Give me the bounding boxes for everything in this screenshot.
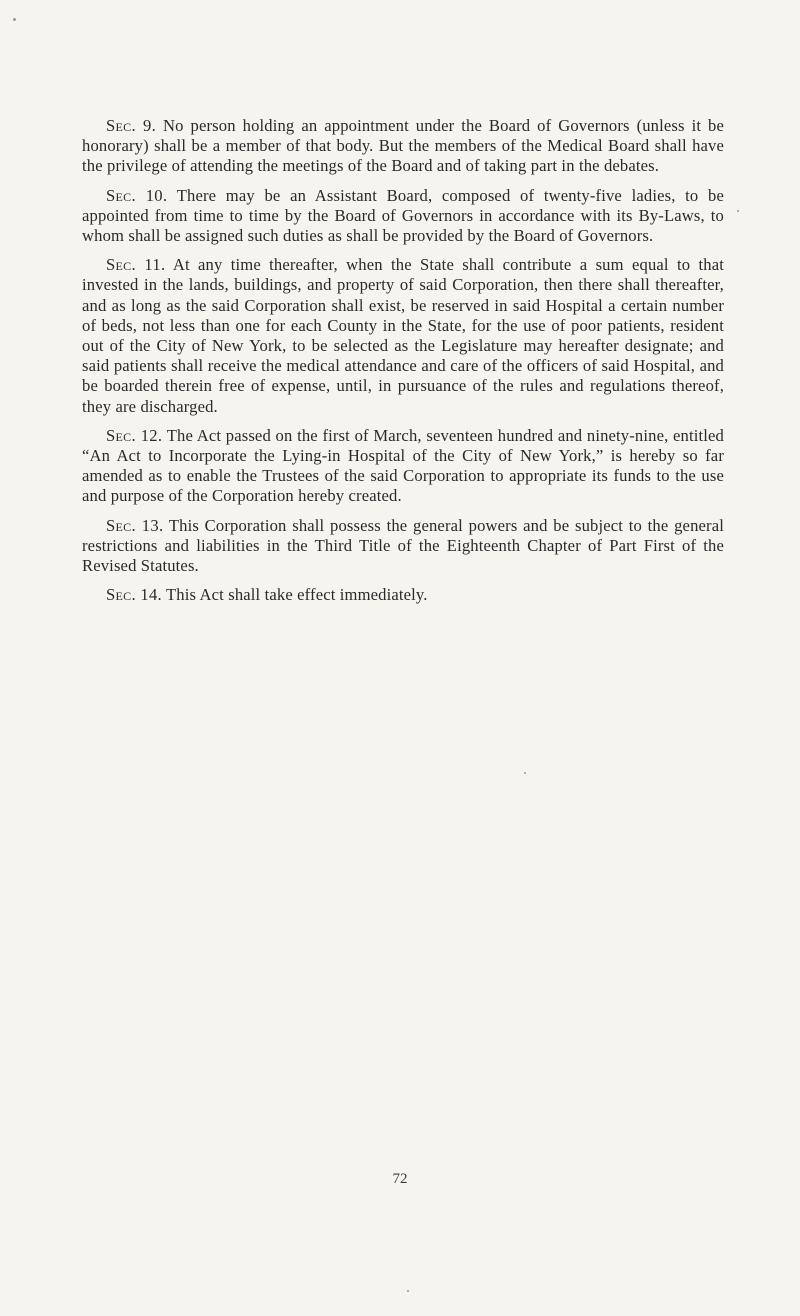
section-text: No person holding an appointment under the Board of Governors (unless it be honorary) shall be a member of that body. But the members of the Medical Board shall have the privilege of attending the meetings of the Board and of taking part in the debates.	[82, 116, 724, 176]
section-label: Sec. 9.	[106, 116, 157, 135]
section-11	[82, 255, 724, 417]
section-label: Sec. 10.	[106, 185, 168, 205]
section-label: Sec. 14.	[106, 585, 163, 605]
section-label: Sec. 11.	[106, 255, 166, 275]
section-9	[82, 116, 724, 177]
section-text: There may be an Assistant Board, composed of twenty-five ladies, to be appointed from time to time by the Board of Governors in accordance with its By-Laws, to whom shall be assigned such duties as shall be provided by the Board of Governors.	[82, 185, 724, 246]
section-10	[82, 186, 724, 247]
section-text: This Act shall take effect immediately.	[166, 585, 428, 605]
body-text	[82, 116, 724, 614]
paper-speck	[524, 772, 526, 774]
section-14	[82, 585, 724, 605]
paper-speck	[737, 210, 739, 212]
paper-speck	[407, 1290, 409, 1292]
paper-speck	[13, 18, 16, 21]
section-13	[82, 516, 724, 577]
section-text: The Act passed on the first of March, seventeen hundred and ninety-nine, entitled “An Act to Incorporate the Lying-in Hospital of the City of New York,” is hereby so far amended as to enable the Trustees of the said Corporation to appropriate its funds to the use and purpose of the Corporation hereby created.	[82, 425, 725, 506]
section-label: Sec. 12.	[106, 425, 163, 445]
section-text: This Corporation shall possess the general powers and be subject to the general restrictions and liabilities in the Third Title of the Eighteenth Chapter of Part First of the Revised Statutes.	[82, 515, 724, 576]
section-label: Sec. 13.	[106, 515, 164, 535]
section-12	[82, 426, 724, 507]
section-text: At any time thereafter, when the State shall contribute a sum equal to that invested in the lands, buildings, and property of said Corporation, then there shall thereafter, and as long as the said Corporation shall exist, be reserved in said Hospital a certain number of beds, not less than one for each County in the State, for the use of poor patients, resident out of the City of New York, to be selected as the Legislature may hereafter designate; and said patients shall receive the medical attendance and care of the officers of said Hospital, and be boarded therein free of expense, until, in pursuance of the rules and regulations thereof, they are discharged.	[82, 255, 724, 416]
page-number: 72	[392, 1171, 408, 1187]
